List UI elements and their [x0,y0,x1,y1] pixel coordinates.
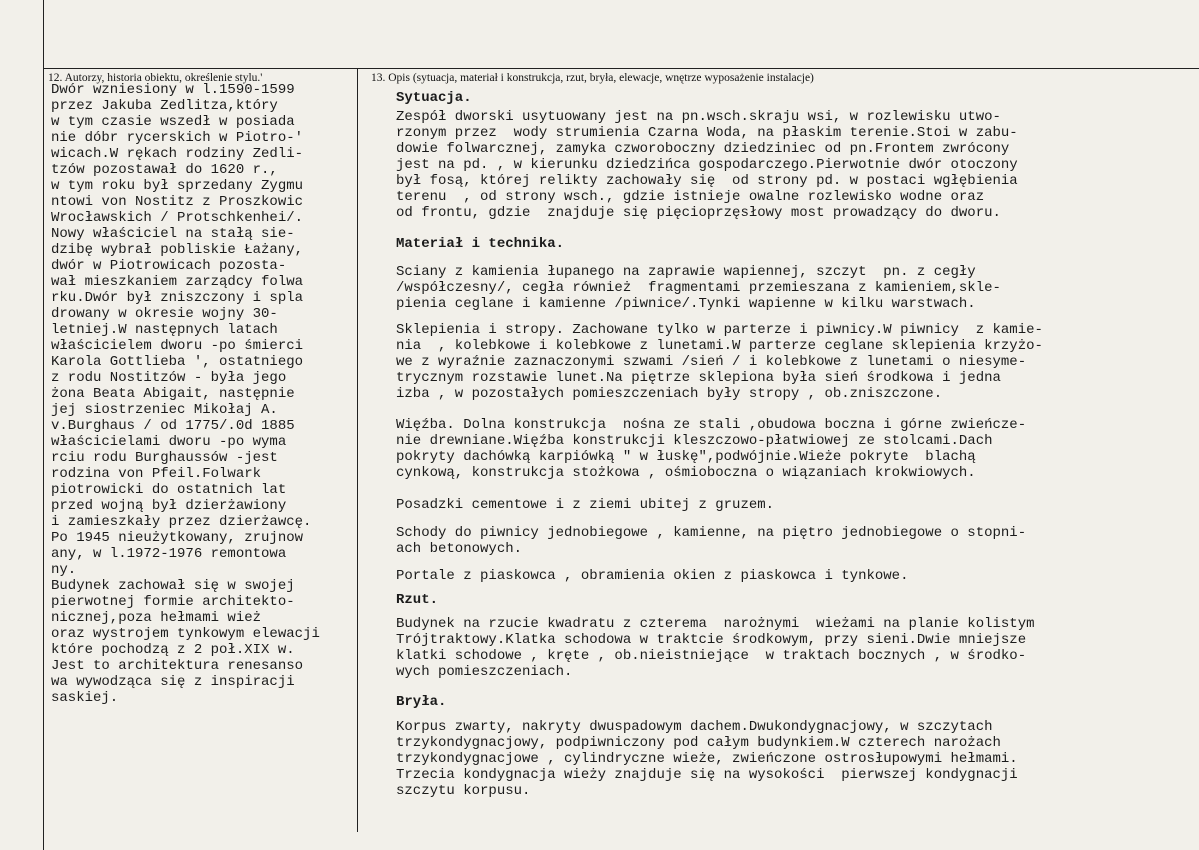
paragraph-line: Więźba. Dolna konstrukcja nośna ze stali ,obudowa boczna i górne zwieńcze- [396,417,1027,433]
history-line: i zamieszkały przez dzierżawcę. [51,514,312,530]
paragraph-line: trzykondygnacjowe , cylindryczne wieże, zwieńczone ostrosłupowymi hełmami. [396,751,1018,767]
history-line: saskiej. [51,690,119,706]
history-line: nicznej,poza hełmami wież [51,610,262,626]
section-paragraph [396,616,1035,680]
history-line: właścicielami dworu -po wyma [51,434,287,450]
history-line: tzów pozostawał do 1620 r., [51,162,278,178]
paragraph-line: Budynek na rzucie kwadratu z czterema narożnymi wieżami na planie kolistym [396,616,1035,632]
history-line: Nowy właściciel na stałą sie- [51,226,295,242]
paragraph-line: był fosą, której relikty zachowały się od strony pd. w postaci wgłębienia [396,173,1018,189]
paragraph-line: klatki schodowe , kręte , ob.nieistniejące w traktach bocznych , w środko- [396,648,1027,664]
history-line: które pochodzą z 2 poł.XIX w. [51,642,295,658]
history-line: Wrocławskich / Protschkenhei/. [51,210,304,226]
section-paragraph [396,264,1001,312]
paragraph-line: nia , kolebkowe i kolebkowe z lunetami.W parterze ceglane sklepienia krzyżo- [396,338,1043,354]
section-paragraph [396,568,908,584]
history-line: wicach.W rękach rodziny Zedli- [51,146,304,162]
section-paragraph [396,109,1018,221]
history-line: dzibę wybrał pobliskie Łażany, [51,242,304,258]
paragraph-line: jest na pd. , w kierunku dziedzińca gospodarczego.Pierwotnie dwór otoczony [396,157,1018,173]
paragraph-line: Trójtraktowy.Klatka schodowa w traktcie środkowym, przy sieni.Dwie mniejsze [396,632,1027,648]
history-line: rku.Dwór był zniszczony i spla [51,290,304,306]
history-line: przez Jakuba Zedlitza,który [51,98,278,114]
section-paragraph [396,719,1018,799]
paragraph-line: nie drewniane.Więźba konstrukcji kleszczowo-płatwiowej ze stolcami.Dach [396,433,993,449]
history-line: any, w l.1972-1976 remontowa [51,546,287,562]
paragraph-line: trycznym rozstawie lunet.Na piętrze sklepiona była sień środkowa i jedna [396,370,1001,386]
history-line: Karola Gottlieba ', ostatniego [51,354,304,370]
left-column-header: 12. Autorzy, historia obiektu, określenie stylu.' [48,72,263,84]
paragraph-line: terenu , od strony wsch., gdzie istnieje owalne rozlewisko wodne oraz [396,189,985,205]
history-line: oraz wystrojem tynkowym elewacji [51,626,320,642]
history-line: letniej.W następnych latach [51,322,278,338]
paragraph-line: Zespół dworski usytuowany jest na pn.wsch.skraju wsi, w rozlewisku utwo- [396,109,1001,125]
paragraph-line: cynkową, konstrukcja stożkowa , ośmioboczna o wiązaniach krokwiowych. [396,465,976,481]
history-line: dwór w Piotrowicach pozosta- [51,258,287,274]
paragraph-line: od frontu, gdzie znajduje się pięcioprzęsłowy most prowadzący do dworu. [396,205,1001,221]
section-heading: Rzut. [396,592,439,608]
paragraph-line: ach betonowych. [396,541,523,557]
section-heading: Sytuacja. [396,90,472,106]
history-line: Budynek zachował się w swojej [51,578,295,594]
history-line: wał mieszkaniem zarządcy folwa [51,274,304,290]
history-column [51,82,320,706]
paragraph-line: Sciany z kamienia łupanego na zaprawie wapiennej, szczyt pn. z cegły [396,264,976,280]
history-line: ntowi von Nostitz z Proszkowic [51,194,304,210]
section-paragraph [396,525,1026,557]
paragraph-line: Trzecia kondygnacja wieży znajduje się na wysokości pierwszej kondygnacji [396,767,1018,783]
column-divider-line [357,68,358,832]
paragraph-line: Sklepienia i stropy. Zachowane tylko w parterze i piwnicy.W piwnicy z kamie- [396,322,1043,338]
section-paragraph [396,497,774,513]
paragraph-line: izba , w pozostałych pomieszczeniach były stropy , ob.zniszczone. [396,386,943,402]
top-border-line [43,68,1199,69]
paragraph-line: Korpus zwarty, nakryty dwuspadowym dachem.Dwukondygnacjowy, w szczytach [396,719,993,735]
history-line: żona Beata Abigait, następnie [51,386,295,402]
left-border-line [43,0,44,850]
history-line: piotrowicki do ostatnich lat [51,482,287,498]
paragraph-line: Portale z piaskowca , obramienia okien z piaskowca i tynkowe. [396,568,909,584]
history-line: rciu rodu Burghaussów -jest [51,450,278,466]
paragraph-line: pokryty dachówką karpiówką " w łuskę",podwójnie.Wieże pokryte blachą [396,449,976,465]
history-line: wa wywodząca się z inspiracji [51,674,295,690]
paragraph-line: dowie folwarcznej, zamyka czworoboczny dziedziniec od pn.Frontem zwrócony [396,141,1010,157]
paragraph-line: trzykondygnacjowy, podpiwniczony pod całym budynkiem.W czterech narożach [396,735,1001,751]
history-line: rodzina von Pfeil.Folwark [51,466,262,482]
history-line: w tym czasie wszedł w posiada [51,114,295,130]
paragraph-line: wych pomieszczeniach. [396,664,573,680]
history-line: pierwotnej formie architekto- [51,594,295,610]
section-paragraph [396,417,1026,481]
history-line: Dwór wzniesiony w l.1590-1599 [51,82,295,98]
history-line: ny. [51,562,77,578]
history-line: drowany w okresie wojny 30- [51,306,278,322]
paragraph-line: pienia ceglane i kamienne /piwnice/.Tynki wapienne w kilku warstwach. [396,296,976,312]
right-column-header: 13. Opis (sytuacja, materiał i konstrukcja, rzut, bryła, elewacje, wnętrze wyposażenie instalacje) [371,72,814,84]
history-line: z rodu Nostitzów - była jego [51,370,287,386]
section-heading: Bryła. [396,694,447,710]
history-line: v.Burghaus / od 1775/.0d 1885 [51,418,295,434]
paragraph-line: we z wyraźnie zaznaczonymi szwami /sień / i kolebkowe z lunetami o niesyme- [396,354,1027,370]
history-line: nie dóbr rycerskich w Piotro-' [51,130,304,146]
history-line: Po 1945 nieużytkowany, zrujnow [51,530,304,546]
section-paragraph [396,322,1043,402]
paragraph-line: /współczesny/, cegła również fragmentami przemieszana z kamieniem,skle- [396,280,1001,296]
section-heading: Materiał i technika. [396,236,565,252]
history-line: przed wojną był dzierżawiony [51,498,287,514]
history-line: Jest to architektura renesanso [51,658,304,674]
paragraph-line: Schody do piwnicy jednobiegowe , kamienne, na piętro jednobiegowe o stopni- [396,525,1027,541]
history-line: jej siostrzeniec Mikołaj A. [51,402,278,418]
paragraph-line: Posadzki cementowe i z ziemi ubitej z gruzem. [396,497,775,513]
paragraph-line: rzonym przez wody strumienia Czarna Woda, na płaskim terenie.Stoi w zabu- [396,125,1018,141]
history-line: w tym roku był sprzedany Zygmu [51,178,304,194]
paragraph-line: szczytu korpusu. [396,783,531,799]
history-line: właścicielem dworu -po śmierci [51,338,304,354]
